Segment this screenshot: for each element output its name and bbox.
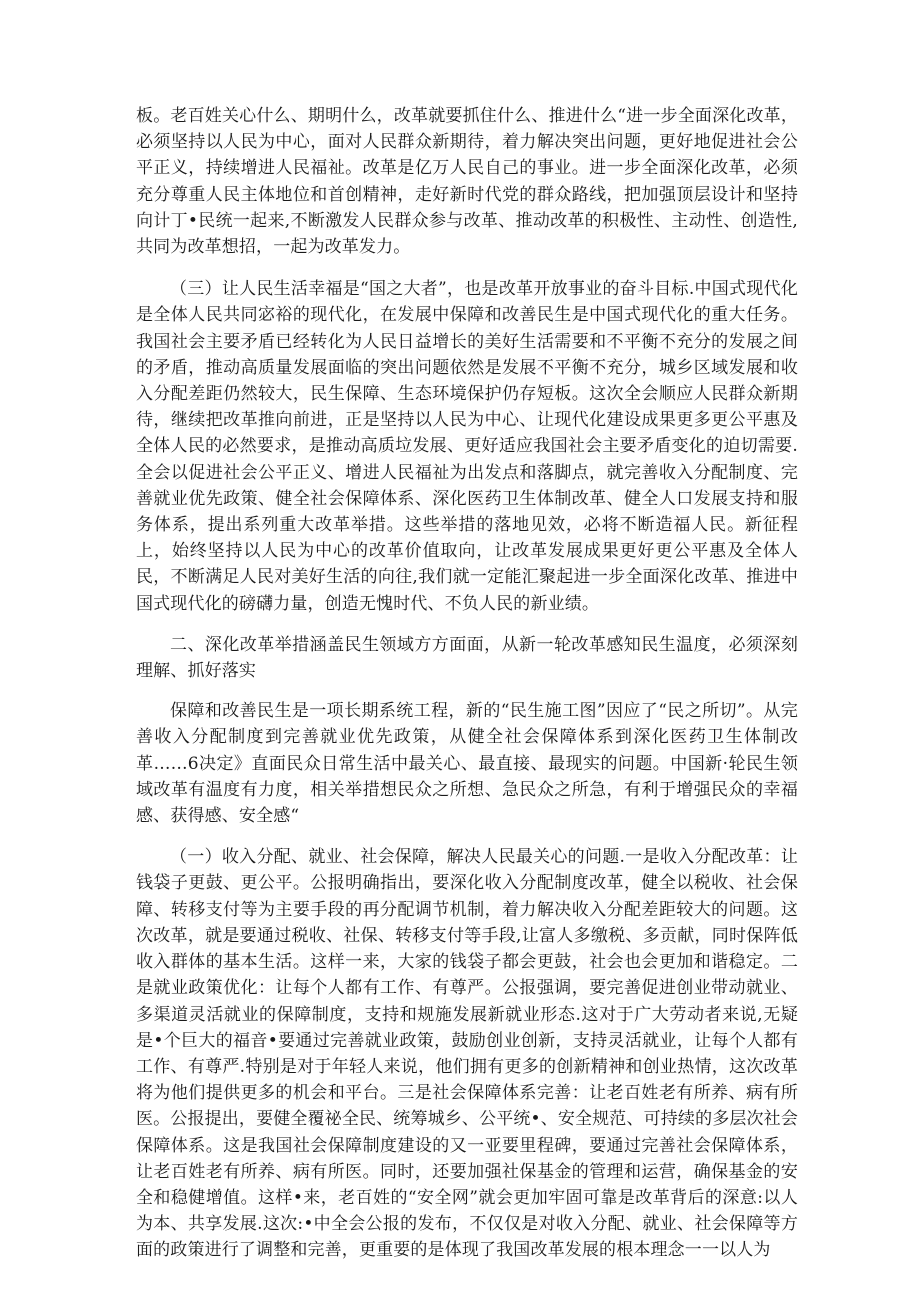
paragraph-livelihood-intro: 保障和改善民生是一项长期系统工程，新的“民生施工图”因应了“民之所切”。从完善收入分配制度到完善就业优先政策，从健全社会保障体系到深化医药卫生体制改革……6决定》直面民众日常生活中最关心、最直接、最现实的问题。中国新·轮民生领域改革有温度有力度，相关举措想民众之所想、急民众之所急，有利于增强民众的幸福感、获得感、安全感“: [136, 701, 798, 827]
paragraph-continuation: 板。老百姓关心什么、期明什么，改革就要抓住什么、推进什么“进一步全面深化改革，必须坚持以人民为中心，面对人民群众新期待，着力解决突出问题，更好地促进社会公平正义，持续增进人民福祉。改革是亿万人民自己的事业。进一步全面深化改革，必须充分尊重人民主体地位和首创精神，走好新时代党的群众路线，把加强顶层设计和坚持向计丁•民统一起来,不断激发人民群众参与改革、推动改革的积极性、主动性、创造性,共同为改革想招，一起为改革发力。: [136, 106, 798, 258]
section-heading-two: 二、深化改革举措涵盖民生领域方方面面，从新一轮改革感知民生温度，必须深刻理解、抓好落实: [136, 634, 798, 682]
paragraph-section-three: （三）让人民生活幸福是“国之大者”，也是改革开放事业的奋斗目标.中国式现代化是全体人民共同宓裕的现代化，在发展中保障和改善民生是中国式现代化的重大任务。我国社会主要矛盾已经转化为人民日益增长的美好生活需要和不平衡不充分的发展之间的矛盾，推动高质量发展面临的突出问题依然是发展不平衡不充分，城乡区域发展和收入分配差距仍然较大，民生保障、生态环境保护仍存短板。这次全会顺应人民群众新期待，继续把改革推向前进，正是坚持以人民为中心、让现代化建设成果更多更公平惠及全体人民的必然要求，是推动高质垃发展、更好适应我国社会主要矛盾变化的迫切需要.全会以促进社会公平正义、增进人民福祉为出发点和落脚点，就完善收入分配制度、完善就业优先政策、健全社会保障体系、深化医药卫生体制改革、健全人口发展支持和服务体系，提出系列重大改革举措。这些举措的落地见效，必将不断造福人民。新征程上，始终坚持以人民为中心的改革价值取向，让改革发展成果更好更公平惠及全体人民，不断满足人民对美好生活的向往,我们就一定能汇聚起进一步全面深化改革、推进中国式现代化的磅礴力量，创造无愧时代、不负人民的新业绩。: [136, 279, 798, 614]
document-page: [136, 103, 798, 1264]
paragraph-subsection-one: （一）收入分配、就业、社会保障，解决人民最关心的问题.一是收入分配改革：让钱袋子更鼓、更公平。公报明确指出，要深化收入分配制度改革，健全以税收、社会保障、转移支付等为主要手段的再分配调节机制，着力解决收入分配差距较大的问题。这次改革，就是要通过税收、社保、转移支付等手段,让富人多缴税、多贡献，同时保阵低收入群体的基本生活。这样一来，大家的钱袋子都会更鼓，社会也会更加和谐稳定。二是就业政策优化：让每个人都有工作、有尊严。公报强调，要完善促进创业带动就业、多渠道灵活就业的保障制度，支持和规施发展新就业形态.这对于广大劳动者来说,无疑是•个巨大的福音•要通过完善就业政策，鼓励创业创新，支持灵活就业，让每个人都有工作、有尊严.特别是对于年轻人来说，他们拥有更多的创新精神和创业热情，这次改革将为他们提供更多的机会和平台。三是社会保障体系完善：让老百姓老有所养、病有所医。公报提出，要健全覆祕全民、统筹城乡、公平统•、安全规范、可持续的多层次社会保障体系。这是我国社会保障制度建设的又一亚要里程碑，要通过完善社会保障体系，让老百姓老有所养、病有所医。同时，还要加强社保基金的管理和运营，确保基金的安全和稳健增值。这样•来，老百姓的“安全网”就会更加牢固可靠是改革背后的深意:以人为本、共享发展.这次:•中全会公报的发布，不仅仅是对收入分配、就业、社会保障等方面的政策进行了调整和完善，更重要的是体现了我国改革发展的根本理念一一以人为: [136, 847, 798, 1261]
